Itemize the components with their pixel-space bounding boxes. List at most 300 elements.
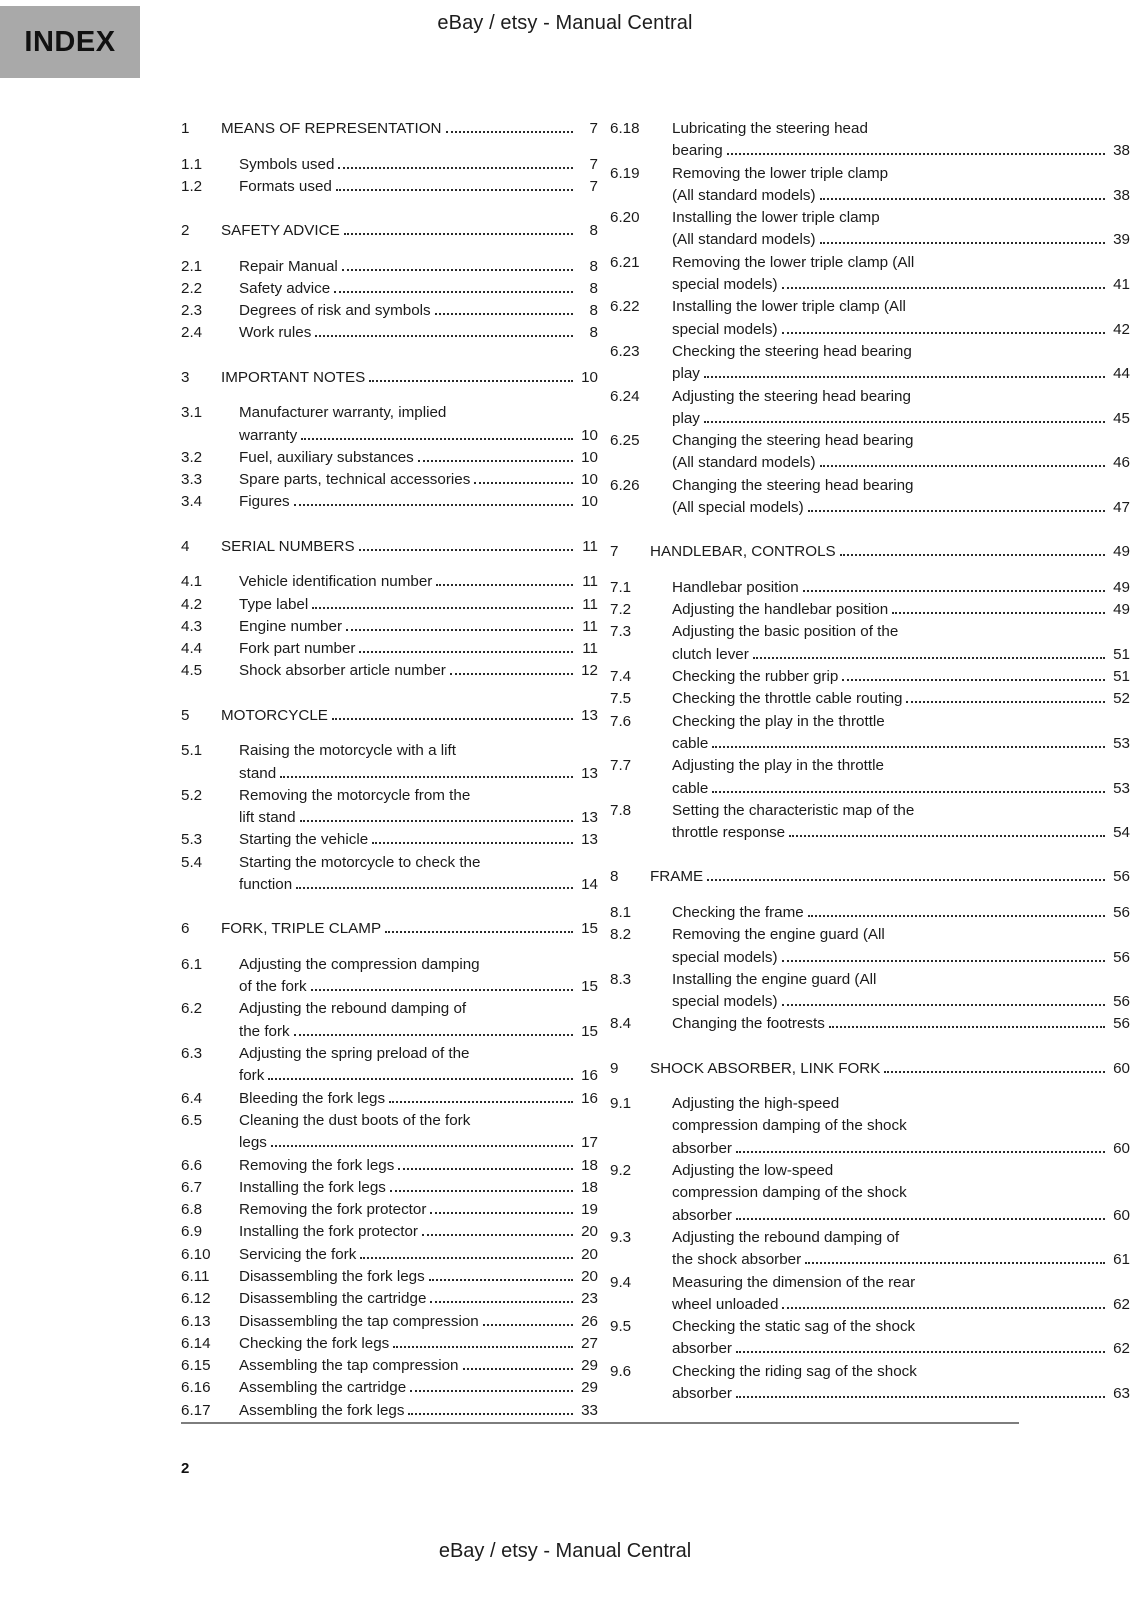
toc-subsection-row[interactable] [610, 1093, 1130, 1160]
subsection-number: 6.3 [181, 1045, 203, 1063]
toc-subsection-row[interactable] [181, 1155, 598, 1177]
subsection-body [239, 616, 598, 638]
toc-chapter-row[interactable] [181, 367, 598, 389]
subsection-line [672, 1138, 1130, 1160]
toc-subsection-row[interactable] [610, 1272, 1130, 1317]
subsection-line [239, 976, 598, 998]
toc-subsection-row[interactable] [181, 402, 598, 447]
subsection-body [239, 1288, 598, 1310]
toc-subsection-row[interactable] [181, 852, 598, 897]
toc-subsection-row[interactable] [610, 386, 1130, 431]
subsection-number: 9.6 [610, 1362, 632, 1380]
toc-subsection-row[interactable] [610, 969, 1130, 1014]
toc-subsection-row[interactable] [181, 176, 598, 198]
subsection-body [239, 594, 598, 616]
subsection-page-number: 20 [581, 1267, 598, 1285]
subsection-body [672, 252, 1130, 297]
subsection-page-number: 51 [1113, 668, 1130, 686]
toc-subsection-row[interactable] [181, 447, 598, 469]
subsection-page-number: 15 [581, 978, 598, 996]
chapter-title-wrap [221, 705, 598, 727]
subsection-number: 6.12 [181, 1290, 211, 1308]
toc-subsection-row[interactable] [610, 599, 1130, 621]
toc-subsection-row[interactable] [181, 1177, 598, 1199]
chapter-page-number: 7 [589, 120, 598, 137]
subsection-page-number: 56 [1113, 993, 1130, 1011]
chapter-title-wrap [221, 118, 598, 140]
dot-leader [342, 268, 573, 271]
subsection-page-number: 11 [582, 595, 598, 613]
subsection-page-number: 13 [581, 764, 598, 782]
dot-leader [820, 197, 1106, 200]
toc-subsection-row[interactable] [181, 785, 598, 830]
subsection-number: 6.24 [610, 387, 640, 405]
toc-subsection-row[interactable] [610, 118, 1130, 163]
dot-leader [820, 241, 1106, 244]
subsection-number: 4.1 [181, 573, 203, 591]
subsection-line [672, 452, 1130, 474]
toc-chapter-row[interactable] [181, 918, 598, 940]
chapter-title-wrap [650, 541, 1130, 563]
subsection-page-number: 8 [589, 324, 598, 342]
subsection-body [672, 621, 1130, 666]
chapter-title: FRAME [650, 868, 704, 886]
toc-subsection-row[interactable] [181, 491, 598, 513]
dot-leader [410, 1389, 573, 1392]
toc-subsection-group [610, 577, 1130, 845]
subsection-line [672, 252, 1130, 274]
subsection-line [239, 1311, 598, 1333]
toc-subsection-row[interactable] [610, 207, 1130, 252]
dot-leader [268, 1077, 573, 1080]
subsection-page-number: 29 [581, 1379, 598, 1397]
toc-subsection-row[interactable] [610, 711, 1130, 756]
dot-leader [435, 312, 573, 315]
subsection-title: Assembling the tap compression [239, 1357, 459, 1375]
subsection-line [239, 1177, 598, 1199]
dot-leader [446, 130, 573, 133]
chapter-page-number: 13 [581, 706, 598, 724]
toc-subsection-row[interactable] [181, 594, 598, 616]
toc-subsection-row[interactable] [181, 300, 598, 322]
toc-chapter-row[interactable] [181, 705, 598, 727]
toc-subsection-row[interactable] [181, 1110, 598, 1155]
subsection-page-number: 39 [1113, 231, 1130, 249]
toc-subsection-row[interactable] [610, 252, 1130, 297]
subsection-line [672, 755, 1130, 777]
subsection-line [672, 1227, 1130, 1249]
subsection-page-number: 23 [581, 1290, 598, 1308]
subsection-line [239, 1088, 598, 1110]
subsection-line [672, 822, 1130, 844]
dot-leader [820, 464, 1106, 467]
subsection-title: Adjusting the basic position of the [672, 623, 899, 641]
subsection-title: Checking the rubber grip [672, 668, 839, 686]
toc-subsection-row[interactable] [181, 1221, 598, 1243]
toc-subsection-row[interactable] [181, 256, 598, 278]
dot-leader [311, 988, 573, 991]
subsection-line [239, 176, 598, 198]
subsection-page-number: 7 [589, 177, 598, 195]
subsection-title: Adjusting the low-speed [672, 1162, 834, 1180]
dot-leader [842, 678, 1105, 681]
subsection-title: Shock absorber article number [239, 662, 446, 680]
subsection-title: Adjusting the compression damping [239, 955, 480, 973]
subsection-title: Measuring the dimension of the rear [672, 1273, 916, 1291]
chapter-title-wrap [650, 866, 1130, 888]
chapter-number: 2 [181, 222, 190, 240]
dot-leader [398, 1167, 573, 1170]
subsection-title: special models) [672, 993, 778, 1011]
dot-leader [369, 379, 573, 382]
toc-chapter-row[interactable] [610, 1058, 1130, 1080]
subsection-title: special models) [672, 276, 778, 294]
subsection-title: Installing the lower triple clamp [672, 209, 880, 227]
subsection-title: cable [672, 779, 709, 797]
subsection-title: legs [239, 1134, 267, 1152]
toc-chapter-row[interactable] [181, 118, 598, 140]
toc-subsection-row[interactable] [610, 902, 1130, 924]
toc-subsection-row[interactable] [610, 924, 1130, 969]
subsection-line [672, 924, 1130, 946]
subsection-page-number: 53 [1113, 734, 1130, 752]
toc-chapter-row[interactable] [610, 866, 1130, 888]
subsection-page-number: 11 [582, 573, 598, 591]
subsection-number: 1.2 [181, 177, 203, 195]
subsection-title: Starting the motorcycle to check the [239, 853, 481, 871]
subsection-line [239, 740, 598, 762]
dot-leader [430, 1211, 573, 1214]
subsection-body [239, 1333, 598, 1355]
subsection-line [239, 1377, 598, 1399]
subsection-body [239, 852, 598, 897]
toc-chapter-row[interactable] [181, 220, 598, 242]
subsection-number: 4.3 [181, 617, 203, 635]
subsection-body [672, 475, 1130, 520]
subsection-title: the shock absorber [672, 1251, 802, 1269]
chapter-title: SERIAL NUMBERS [221, 537, 355, 555]
subsection-body [672, 386, 1130, 431]
subsection-title: Installing the fork legs [239, 1178, 386, 1196]
subsection-title: Checking the static sag of the shock [672, 1318, 916, 1336]
subsection-body [239, 1177, 598, 1199]
toc-subsection-row[interactable] [610, 800, 1130, 845]
dot-leader [805, 1261, 1105, 1264]
subsection-body [239, 1043, 598, 1088]
subsection-number: 7.3 [610, 623, 632, 641]
dot-leader [296, 886, 573, 889]
chapter-number: 8 [610, 868, 619, 886]
subsection-number: 9.3 [610, 1228, 632, 1246]
chapter-page-number: 60 [1113, 1059, 1130, 1077]
chapter-title: HANDLEBAR, CONTROLS [650, 543, 836, 561]
toc-subsection-group [181, 402, 598, 513]
subsection-line [239, 638, 598, 660]
toc-subsection-row[interactable] [181, 1043, 598, 1088]
toc-subsection-row[interactable] [181, 1333, 598, 1355]
toc-column-right [598, 118, 1130, 1405]
subsection-body [239, 785, 598, 830]
subsection-line [239, 1333, 598, 1355]
toc-subsection-row[interactable] [181, 1288, 598, 1310]
dot-leader [408, 1412, 573, 1415]
subsection-title: Figures [239, 493, 290, 511]
subsection-line [239, 256, 598, 278]
subsection-line [239, 1110, 598, 1132]
subsection-title: Adjusting the rebound damping of [239, 1000, 467, 1018]
dot-leader [782, 1306, 1105, 1309]
subsection-line [672, 296, 1130, 318]
toc-subsection-row[interactable] [181, 998, 598, 1043]
subsection-number: 8.1 [610, 903, 632, 921]
subsection-number: 6.19 [610, 164, 640, 182]
toc-subsection-row[interactable] [181, 1355, 598, 1377]
dot-leader [301, 437, 573, 440]
toc-subsection-row[interactable] [181, 616, 598, 638]
subsection-body [672, 163, 1130, 208]
toc-subsection-row[interactable] [181, 1400, 598, 1422]
toc-subsection-row[interactable] [610, 296, 1130, 341]
subsection-number: 6.26 [610, 476, 640, 494]
toc-subsection-row[interactable] [181, 1377, 598, 1399]
subsection-page-number: 7 [589, 155, 598, 173]
dot-leader [334, 290, 573, 293]
toc-subsection-row[interactable] [181, 1266, 598, 1288]
toc-subsection-row[interactable] [181, 1311, 598, 1333]
subsection-body [239, 740, 598, 785]
subsection-line [239, 1400, 598, 1422]
subsection-page-number: 17 [581, 1134, 598, 1152]
toc-chapter-row[interactable] [181, 536, 598, 558]
subsection-body [239, 1088, 598, 1110]
chapter-page-number: 56 [1113, 868, 1130, 886]
subsection-title: of the fork [239, 978, 307, 996]
subsection-number: 9.4 [610, 1273, 632, 1291]
subsection-line [239, 1221, 598, 1243]
subsection-title: Adjusting the high-speed [672, 1095, 840, 1113]
toc-subsection-row[interactable] [610, 1160, 1130, 1227]
dot-leader [280, 775, 573, 778]
toc-subsection-row[interactable] [610, 430, 1130, 475]
subsection-number: 5.2 [181, 786, 203, 804]
subsection-title: lift stand [239, 809, 296, 827]
toc-subsection-row[interactable] [181, 322, 598, 344]
subsection-number: 6.5 [181, 1111, 203, 1129]
subsection-page-number: 53 [1113, 779, 1130, 797]
subsection-title: Removing the fork legs [239, 1156, 395, 1174]
subsection-line [672, 185, 1130, 207]
toc-subsection-row[interactable] [610, 475, 1130, 520]
toc-subsection-row[interactable] [610, 1361, 1130, 1406]
subsection-number: 6.20 [610, 209, 640, 227]
subsection-number: 9.1 [610, 1095, 632, 1113]
toc-subsection-row[interactable] [181, 638, 598, 660]
subsection-body [239, 1199, 598, 1221]
subsection-body [239, 954, 598, 999]
subsection-page-number: 56 [1113, 1015, 1130, 1033]
subsection-line [672, 1272, 1130, 1294]
toc-chapter-row[interactable] [610, 541, 1130, 563]
subsection-line [672, 163, 1130, 185]
subsection-title: Adjusting the play in the throttle [672, 757, 884, 775]
subsection-line [239, 1266, 598, 1288]
toc-subsection-row[interactable] [181, 660, 598, 682]
subsection-line [239, 571, 598, 593]
subsection-line [672, 1338, 1130, 1360]
toc-subsection-row[interactable] [610, 621, 1130, 666]
subsection-title: the fork [239, 1022, 290, 1040]
subsection-title: Adjusting the steering head bearing [672, 387, 911, 405]
subsection-number: 6.16 [181, 1379, 211, 1397]
subsection-line [672, 644, 1130, 666]
dot-leader [736, 1150, 1105, 1153]
dot-leader [736, 1217, 1105, 1220]
subsection-number: 6.17 [181, 1401, 211, 1419]
subsection-title: Checking the play in the throttle [672, 712, 885, 730]
subsection-line [239, 660, 598, 682]
subsection-body [239, 447, 598, 469]
subsection-line [239, 1021, 598, 1043]
chapter-title-wrap [221, 918, 598, 940]
subsection-body [672, 902, 1130, 924]
toc-subsection-row[interactable] [610, 577, 1130, 599]
subsection-line [672, 1383, 1130, 1405]
subsection-page-number: 54 [1113, 824, 1130, 842]
subsection-title: Engine number [239, 617, 343, 635]
dot-leader [906, 700, 1105, 703]
subsection-title: function [239, 876, 293, 894]
subsection-body [672, 1361, 1130, 1406]
subsection-number: 9.5 [610, 1318, 632, 1336]
dot-leader [829, 1025, 1105, 1028]
subsection-title: Disassembling the fork legs [239, 1267, 425, 1285]
subsection-page-number: 62 [1113, 1340, 1130, 1358]
subsection-line [672, 969, 1130, 991]
subsection-page-number: 46 [1113, 454, 1130, 472]
toc-subsection-row[interactable] [181, 1244, 598, 1266]
toc-subsection-row[interactable] [181, 1088, 598, 1110]
subsection-title: throttle response [672, 824, 786, 842]
toc-subsection-row[interactable] [610, 163, 1130, 208]
toc-subsection-row[interactable] [610, 341, 1130, 386]
subsection-title: fork [239, 1067, 265, 1085]
subsection-line [672, 319, 1130, 341]
toc-subsection-group [181, 740, 598, 896]
subsection-line [672, 800, 1130, 822]
subsection-title: Fuel, auxiliary substances [239, 448, 414, 466]
toc-subsection-row[interactable] [610, 1316, 1130, 1361]
subsection-page-number: 18 [581, 1156, 598, 1174]
subsection-line [239, 954, 598, 976]
subsection-title: Installing the lower triple clamp (All [672, 298, 906, 316]
subsection-number: 6.9 [181, 1223, 203, 1241]
subsection-page-number: 10 [581, 426, 598, 444]
header-title: eBay / etsy - Manual Central [437, 12, 693, 34]
subsection-body [239, 491, 598, 513]
subsection-line [672, 947, 1130, 969]
toc-subsection-row[interactable] [181, 954, 598, 999]
chapter-number: 4 [181, 537, 190, 555]
subsection-title: Repair Manual [239, 257, 338, 275]
dot-leader [430, 1300, 573, 1303]
toc-subsection-row[interactable] [610, 1013, 1130, 1035]
subsection-body [672, 711, 1130, 756]
subsection-number: 6.7 [181, 1178, 203, 1196]
subsection-line [672, 140, 1130, 162]
subsection-body [239, 1221, 598, 1243]
chapter-page-number: 10 [581, 368, 598, 386]
toc-subsection-row[interactable] [610, 688, 1130, 710]
subsection-line [672, 991, 1130, 1013]
subsection-title: Fork part number [239, 640, 356, 658]
toc-subsection-row[interactable] [610, 666, 1130, 688]
subsection-number: 6.15 [181, 1357, 211, 1375]
toc-subsection-group [181, 154, 598, 199]
subsection-line [239, 1288, 598, 1310]
toc-subsection-row[interactable] [181, 829, 598, 851]
subsection-number: 6.6 [181, 1156, 203, 1174]
toc-subsection-row[interactable] [610, 1227, 1130, 1272]
dot-leader [346, 628, 573, 631]
toc-subsection-row[interactable] [181, 1199, 598, 1221]
chapter-number: 7 [610, 543, 619, 561]
subsection-title: Changing the steering head bearing [672, 476, 914, 494]
toc-subsection-row[interactable] [610, 755, 1130, 800]
subsection-page-number: 42 [1113, 320, 1130, 338]
subsection-number: 3.2 [181, 448, 203, 466]
dot-leader [463, 1367, 574, 1370]
subsection-line [239, 447, 598, 469]
toc-subsection-row[interactable] [181, 278, 598, 300]
subsection-line [672, 408, 1130, 430]
subsection-page-number: 19 [581, 1201, 598, 1219]
subsection-body [239, 660, 598, 682]
subsection-line [672, 229, 1130, 251]
subsection-page-number: 18 [581, 1178, 598, 1196]
subsection-title: Assembling the fork legs [239, 1401, 405, 1419]
subsection-line [239, 1132, 598, 1154]
subsection-number: 2.3 [181, 302, 203, 320]
dot-leader [294, 1033, 573, 1036]
subsection-line [239, 322, 598, 344]
subsection-page-number: 12 [581, 662, 598, 680]
toc-subsection-row[interactable] [181, 154, 598, 176]
chapter-number: 1 [181, 120, 190, 137]
subsection-page-number: 8 [589, 302, 598, 320]
subsection-page-number: 44 [1113, 365, 1130, 383]
subsection-title: Symbols used [239, 155, 335, 173]
dot-leader [315, 334, 573, 337]
subsection-title: Type label [239, 595, 309, 613]
chapter-page-number: 15 [581, 920, 598, 938]
subsection-body [672, 1272, 1130, 1317]
toc-subsection-row[interactable] [181, 469, 598, 491]
toc-column-left [0, 118, 598, 1422]
subsection-line [239, 1155, 598, 1177]
toc-subsection-row[interactable] [181, 571, 598, 593]
subsection-line [672, 1160, 1130, 1182]
subsection-line [672, 577, 1130, 599]
chapter-title: FORK, TRIPLE CLAMP [221, 920, 382, 938]
subsection-title: absorber [672, 1385, 732, 1403]
subsection-line [672, 1361, 1130, 1383]
subsection-line [239, 1043, 598, 1065]
subsection-line [672, 599, 1130, 621]
chapter-title-wrap [221, 220, 598, 242]
chapter-title-wrap [650, 1058, 1130, 1080]
toc-subsection-row[interactable] [181, 740, 598, 785]
footer-title: eBay / etsy - Manual Central [438, 1540, 692, 1562]
